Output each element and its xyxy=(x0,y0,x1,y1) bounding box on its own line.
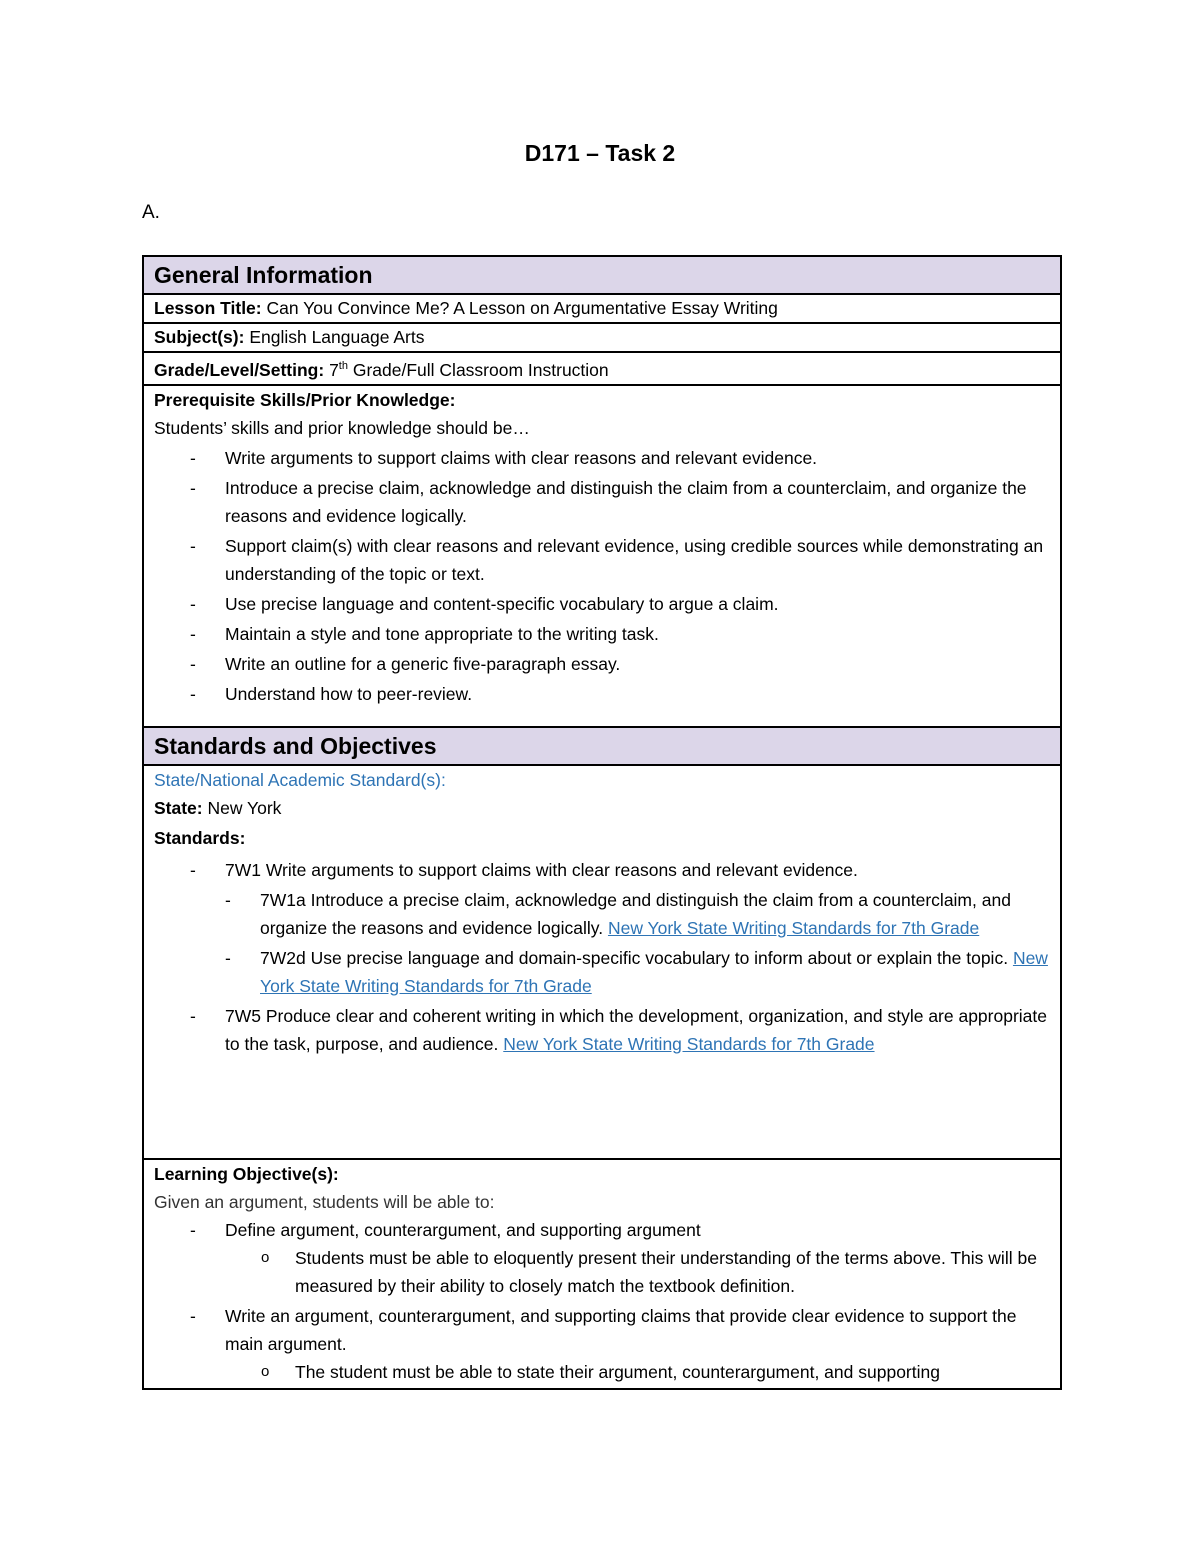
standard-7w1a-text: 7W1a Introduce a precise claim, acknowledge and distinguish the claim from a counterclaim, and organize the reasons and evidence logically. xyxy=(260,889,1011,938)
standards-objectives-header-row xyxy=(143,727,1061,765)
prerequisite-row xyxy=(143,385,1061,727)
objective-detail: o The student must be able to state their argument, counterargument, and supporting xyxy=(295,1358,1050,1386)
ny-writing-standards-link[interactable]: New York State Writing Standards for 7th Grade xyxy=(503,1033,875,1054)
standard-7w5-text: 7W5 Produce clear and coherent writing in which the development, organization, and style are appropriate to the task, purpose, and audience. xyxy=(225,1005,1048,1054)
lesson-title-row xyxy=(143,294,1061,323)
document-title: D171 – Task 2 xyxy=(524,140,676,166)
state-value: New York xyxy=(207,797,282,818)
prerequisite-intro: Students’ skills and prior knowledge should be… xyxy=(154,417,530,438)
list-item: - Use precise language and content-specific vocabulary to argue a claim. xyxy=(225,590,1050,618)
standards-objectives-heading: Standards and Objectives xyxy=(143,727,1061,765)
list-item: - Support claim(s) with clear reasons and relevant evidence, using credible sources while demonstrating an understanding of the topic or text. xyxy=(225,532,1050,588)
objective-detail-list xyxy=(225,1244,1050,1300)
grade-superscript: th xyxy=(338,360,348,372)
objective-detail-list xyxy=(225,1358,1050,1386)
list-item: - Maintain a style and tone appropriate to the writing task. xyxy=(225,620,1050,648)
state-label: State: xyxy=(154,797,203,818)
list-item: - Introduce a precise claim, acknowledge and distinguish the claim from a counterclaim, and organize the reasons and evidence logically. xyxy=(225,474,1050,530)
standard-7w1-text: 7W1 Write arguments to support claims with clear reasons and relevant evidence. xyxy=(225,859,858,880)
subjects-row xyxy=(143,323,1061,352)
ny-writing-standards-link[interactable]: New York State Writing Standards for 7th Grade xyxy=(607,917,980,938)
grade-level-row xyxy=(143,352,1061,385)
standards-row xyxy=(143,765,1061,1159)
grade-number: 7 xyxy=(329,359,339,380)
learning-objectives-row xyxy=(143,1159,1061,1389)
standard-7w1 xyxy=(225,856,1050,1000)
standard-7w5 xyxy=(225,1002,1050,1058)
grade-level-label: Grade/Level/Setting: xyxy=(154,359,325,380)
learning-objectives-list xyxy=(154,1216,1050,1386)
standard-7w2d-text: 7W2d Use precise language and domain-specific vocabulary to inform about or explain the topic. xyxy=(260,947,1009,968)
list-item: - Write arguments to support claims with clear reasons and relevant evidence. xyxy=(225,444,1050,472)
sub-standards-list xyxy=(225,886,1050,1000)
objective-text: Define argument, counterargument, and supporting argument xyxy=(225,1219,701,1240)
general-information-heading: General Information xyxy=(143,256,1061,294)
ny-writing-standards-link[interactable]: New York State Writing Standards for 7th Grade xyxy=(260,947,1048,996)
lesson-plan-table xyxy=(142,255,1062,1390)
list-item: - Write an outline for a generic five-paragraph essay. xyxy=(225,650,1050,678)
section-letter: A. xyxy=(142,202,160,223)
prerequisite-label: Prerequisite Skills/Prior Knowledge: xyxy=(154,389,456,410)
grade-setting: Grade/Full Classroom Instruction xyxy=(352,359,609,380)
general-information-header-row xyxy=(143,256,1061,294)
learning-objectives-label: Learning Objective(s): xyxy=(154,1163,339,1184)
standards-label: Standards: xyxy=(154,827,246,848)
standard-7w1a xyxy=(260,886,1050,942)
learning-objectives-intro: Given an argument, students will be able to: xyxy=(154,1191,495,1212)
objective-item xyxy=(225,1216,1050,1300)
list-item: - Understand how to peer-review. xyxy=(225,680,1050,708)
standard-7w2d xyxy=(260,944,1050,1000)
objective-item xyxy=(225,1302,1050,1386)
objective-text: Write an argument, counterargument, and supporting claims that provide clear evidence to support the main argument. xyxy=(225,1305,1017,1354)
subjects-label: Subject(s): xyxy=(154,327,245,347)
academic-standards-label: State/National Academic Standard(s): xyxy=(154,769,446,790)
subjects-value: English Language Arts xyxy=(249,327,425,347)
prerequisite-list xyxy=(154,444,1050,708)
standards-list xyxy=(154,856,1050,1058)
objective-detail: o Students must be able to eloquently present their understanding of the terms above. This will be measured by their ability to closely match the textbook definition. xyxy=(295,1244,1050,1300)
lesson-title-label: Lesson Title: xyxy=(154,298,262,318)
lesson-title-value: Can You Convince Me? A Lesson on Argumentative Essay Writing xyxy=(266,298,778,318)
